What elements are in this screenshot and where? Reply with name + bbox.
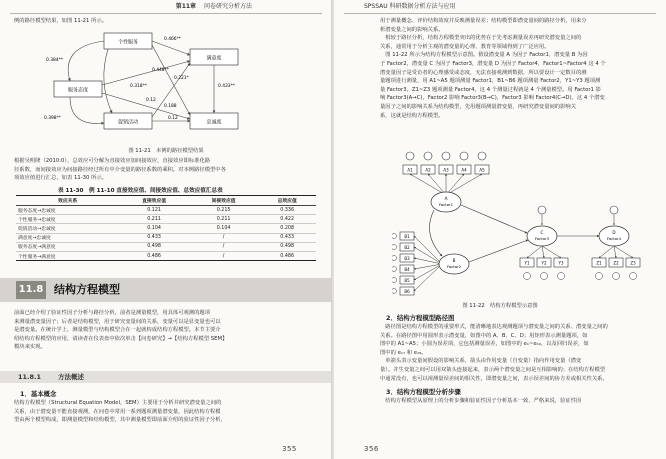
rp2-line6: 量）。并生变量之间可以用双箭头连接起来，表示两个潜变量之间是互相影响的；在结构方程模型	[380, 367, 606, 373]
rp1-line11: 量因子之间的影响关系为结构模型，先用题项测量潜变量，再研究潜变量间的影响关	[380, 104, 576, 110]
path-model-figure	[40, 27, 290, 145]
rp1-line6: 子 Factor2，潜变量 C 为因子 Factor3，潜变量 D 为因子 Factor4，Factor1~Factor4 这 4 个	[380, 61, 606, 67]
col-relation: 效应关系	[16, 196, 119, 206]
path-b-c	[469, 240, 528, 262]
svg-text:A4: A4	[461, 167, 467, 173]
figure-21-caption: 图 11-21 本例的路径模型结果	[128, 148, 204, 154]
table-row: 服务态度→满意度 0.498 / 0.498	[16, 242, 316, 251]
svg-text:B3: B3	[404, 256, 410, 261]
node-satisfaction-label: 满意度	[206, 55, 222, 62]
para2-line2: 来测量潜变量因子；后者是结构模型，用于研究变量间的关系，变量可以是显变量也可以	[14, 318, 221, 325]
rp1-line4: 关系，通常用于分析主观的潜变量的心理、教育等领域得到了广泛应用。	[380, 43, 550, 50]
path-label-7: 0.12	[146, 98, 156, 103]
heading-analysis-steps: 3．结构方程模型分析步骤	[386, 388, 461, 396]
para2-line3: 是潜变量。在统计学上，测量模型与结构模型合在一起就构成结构方程模型。本节主要介	[14, 327, 221, 334]
col-direct: 直接效应值	[119, 196, 189, 206]
rp1-line3: 相较于路径分析，结构方程模型突出的优势在于先考虑测量误差再研究潜变量之间的	[380, 35, 582, 42]
para1-line3: 项效应值进行汇总，如表 11-30 所示。	[14, 175, 107, 182]
rp2-line4: 图中的 e₁₇ 和 e₁₈。	[380, 349, 427, 356]
col-total: 总效应值	[258, 196, 316, 206]
table-row: 个性服务→忠诚度 0.211 0.211 0.422	[16, 215, 316, 224]
svg-text:A5: A5	[479, 167, 485, 173]
section-number: 11.8	[16, 281, 46, 299]
rp2-line3: 图中的 A1~A5；小圆为误差项，它包括测量误差，如图中的 e₁~e₁₆，以及回归误差，如	[380, 341, 589, 348]
left-page-number: 355	[282, 445, 297, 453]
cov-quality-activity	[70, 97, 104, 123]
svg-text:Factor1: Factor1	[438, 202, 454, 207]
table-header-row	[16, 196, 316, 206]
rp1-line12: 系，这就是结构方程模型。	[380, 112, 444, 119]
table-row: 个性服务→满意度 0.486 / 0.486	[16, 251, 316, 260]
latent-c-label: C	[540, 230, 544, 235]
indicators-b-group	[392, 232, 442, 295]
node-activity-label: 促销活动	[117, 119, 139, 126]
node-loyalty-label: 忠诚度	[206, 119, 222, 126]
path-label-3: 0.448**	[152, 68, 169, 73]
svg-text:A1: A1	[407, 167, 413, 173]
table-row: 满意度→忠诚度 0.433 / 0.433	[16, 233, 316, 242]
svg-text:Factor4: Factor4	[606, 236, 622, 241]
svg-text:Y2: Y2	[541, 260, 547, 266]
section-title: 结构方程模型	[54, 283, 120, 296]
effects-table	[16, 195, 316, 261]
rp1-line5: 图 11-22 所示为结构方程模型示意图。假设潜变量 A 为因子 Factor1，潜变量 B 为因	[380, 52, 588, 59]
rp2-line7: 中通常没有，也可以视测量误差间的相关性，即潜变量之间，表示误差间的协方差或相关性关系。	[380, 375, 608, 382]
svg-text:B5: B5	[404, 278, 410, 283]
left-page	[0, 0, 332, 459]
path-label-4: 0.221*	[174, 76, 189, 81]
svg-text:B4: B4	[404, 267, 410, 272]
indicators-d-group	[592, 246, 640, 280]
rp1-line7: 潜变量因子是受访者的心理感受或态度，无法直接观测到数据，所以要设计一定数目的测	[380, 69, 587, 76]
path-label-10: 0.398**	[44, 116, 61, 121]
rp1-line1: 用于测量概念、评价结构效度并反映测量误差；结构模型即潜变量间的路径分析，用来分	[380, 18, 587, 24]
rp2-line5: 单箭头表示变量间假设的影响关系，箭头由作用变量（自变量）指向作用变量（潜变	[380, 358, 582, 365]
header-rule-right	[344, 13, 656, 14]
rp2-line1: 路径图是结构方程模型的重要形式，能清晰地表达观测题项与潜变量之间的关系、潜变量之间的	[380, 324, 608, 330]
subsection-title: 方法概述	[58, 373, 84, 381]
table-30-caption: 表 11-30 例 11-10 直接效应值、间接效应值、总效应值汇总表	[58, 188, 223, 194]
section-band	[0, 278, 332, 302]
rp2-line2: 关系。在路径图中用圆形表示潜变量，如图中的 A、B、C、D；用矩形表示测量题项，如	[380, 332, 588, 339]
latent-d-label: D	[612, 230, 616, 235]
latent-a-label: A	[444, 196, 448, 201]
path-label-5: 0.433**	[218, 84, 235, 89]
svg-text:A2: A2	[425, 167, 431, 173]
table-row: 服务态度→忠诚度 0.121 0.215 0.336	[16, 206, 316, 215]
cov-service-quality	[68, 41, 104, 81]
rp1-line8: 量题项进行测量，用 A1~A5 题项测量 Factor1，B1~B6 题项测量 Factor2，Y1~Y3 题项测	[380, 78, 601, 85]
node-service-label: 个性服务	[117, 39, 139, 46]
svg-text:Z1: Z1	[596, 260, 602, 266]
intro-line: 例的路径模型结果，如图 11-21 所示。	[14, 18, 107, 24]
svg-text:Factor3: Factor3	[534, 236, 550, 241]
chapter-title: 问卷研究分析方法	[203, 3, 252, 10]
right-page-header	[334, 0, 666, 13]
svg-text:A3: A3	[443, 167, 449, 173]
heading-path-diagram: 2．结构方程模型路径图	[386, 314, 455, 322]
rp1-line10: 响 Factor3(A→C)，Factor2 影响 Factor3(B→C)，Factor3 影响 Factor4(C→D)，这 4 个潜变	[380, 95, 605, 102]
cov-a-b	[430, 210, 443, 256]
svg-text:Z2: Z2	[613, 260, 619, 266]
path-label-8: 0.188	[164, 104, 177, 109]
para1-line1: 根据吴明隆（2010:0），总效应可分解为直接效应加间接效应，直接效应即标准化路	[14, 158, 211, 164]
svg-text:Y1: Y1	[524, 260, 530, 266]
rp1-line2: 析潜变量之间的影响关系。	[380, 26, 444, 33]
right-page-number: 356	[364, 445, 379, 453]
cov-service-activity	[104, 49, 112, 113]
node-quality-label: 服务态度	[67, 87, 89, 94]
svg-text:B2: B2	[404, 245, 410, 250]
para3-line2: 关系，由于潜变量不能直接观测，在问卷中常用一系列题项测量潜变量，因此结构方程模	[14, 408, 221, 415]
sem-path-diagram	[392, 150, 648, 300]
path-label-2: 0.384**	[46, 58, 63, 63]
para3-line3: 型由两个模型构成，即测量模型和结构模型，其中测量模型即前面介绍的验证性因子分析，	[14, 417, 226, 424]
para2-line4: 绍结构方程模型的应用，请读者在仪表盘中依次单击【问卷研究】→【结构方程模型 SEM】	[14, 335, 228, 342]
subsection-band	[0, 371, 332, 383]
col-indirect: 间接效应值	[189, 196, 259, 206]
path-label-1: 0.466**	[164, 37, 181, 42]
path-a-c	[461, 205, 527, 233]
svg-text:Y3: Y3	[558, 260, 564, 266]
svg-text:Factor2: Factor2	[446, 264, 462, 269]
figure-22-caption: 图 11-22 结构方程模型示意图	[462, 303, 538, 309]
book-title: SPSSAU 科研数据分析方法与应用	[364, 3, 456, 10]
left-page-header	[0, 0, 332, 13]
para2-line5: 模块来实现。	[14, 344, 46, 351]
path-service-satisfaction	[152, 41, 190, 55]
latent-b-label: B	[452, 258, 456, 263]
header-rule	[10, 13, 322, 14]
heading-basic-concepts: 1．基本概念	[20, 390, 57, 398]
svg-text:B6: B6	[404, 289, 410, 294]
path-label-6: 0.318**	[130, 84, 147, 89]
svg-text:Z3: Z3	[630, 260, 636, 266]
para3-line1: 结构方程模型（Structural Equation Model，SEM）主要用于分析并研究潜变量之间的	[14, 400, 222, 406]
svg-text:B1: B1	[404, 234, 410, 239]
chapter-label: 第11章	[175, 3, 197, 10]
para2-line1: 前面已经介绍了验证性因子分析与路径分析，前者是测量模型，用具体可观测的题项	[14, 310, 210, 316]
path-label-9: 0.12	[168, 116, 178, 121]
para1-line2: 径系数，而间接效应为间接路径经过所有中介变量的路径系数的乘积。对本例路径模型中各	[14, 166, 226, 173]
right-page	[334, 0, 666, 459]
table-row: 促销活动→忠诚度 0.104 0.104 0.208	[16, 224, 316, 233]
rp3-line1: 结构方程模型从原理上的分析步骤和验证性因子分析基本一致，严格来说，验证性因	[380, 398, 582, 404]
indicators-a-group	[403, 152, 489, 195]
subsection-number: 11.8.1	[18, 373, 42, 381]
indicators-c-group	[520, 246, 568, 280]
rp1-line9: 量 Factor3，Z1~Z3 题项测量 Factor4，这 4 个测量过程就是 4 个测量模型。用 Factor1 影	[380, 86, 601, 93]
